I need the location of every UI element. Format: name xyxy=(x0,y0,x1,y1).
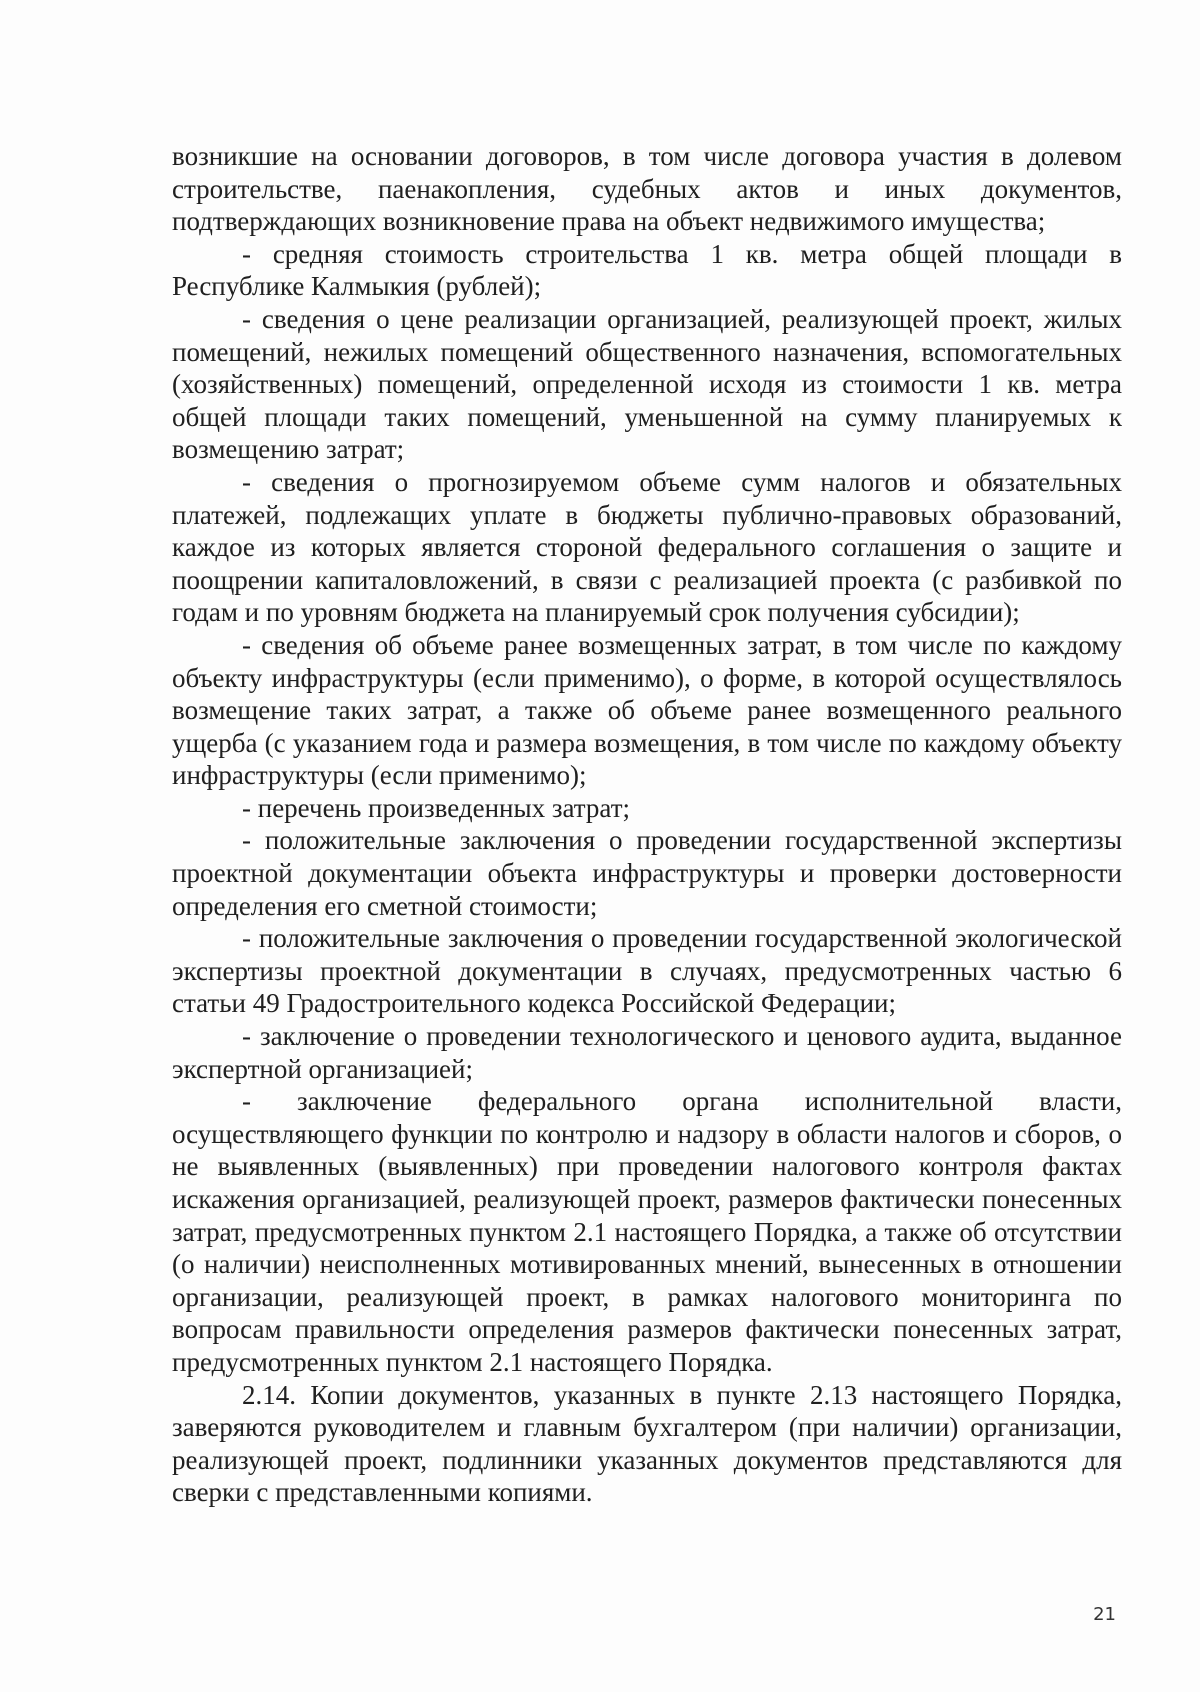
paragraph-ecological-expertise: - положительные заключения о проведении государственной экологической экспертизы проектной документации в случаях, предусмотренных частью 6 статьи 49 Градостроительного кодекса Российской Федерации; xyxy=(172,923,1122,1019)
paragraph-reimbursed-costs: - сведения об объеме ранее возмещенных затрат, в том числе по каждому объекту инфраструктуры (если применимо), о форме, в которой осуществлялось возмещение таких затрат, а также об объеме ранее возмещенного реального ущерба (с указанием года и размера возмещения, в том числе по каждому объекту инфраструктуры (если применимо); xyxy=(172,629,1122,791)
paragraph-continuation: возникшие на основании договоров, в том числе договора участия в долевом строительстве, паенакопления, судебных актов и иных документов, подтверждающих возникновение права на объект недвижимого имущества; xyxy=(172,141,1122,237)
page-number: 21 xyxy=(1093,1604,1116,1625)
paragraph-sale-price: - сведения о цене реализации организацией, реализующей проект, жилых помещений, нежилых помещений общественного назначения, вспомогательных (хозяйственных) помещений, определенной исходя из стоимости 1 кв. метра общей площади таких помещений, уменьшенной на сумму планируемых к возмещению затрат; xyxy=(172,303,1122,465)
document-body xyxy=(172,140,1122,1509)
paragraph-technology-audit: - заключение о проведении технологического и ценового аудита, выданное экспертной организацией; xyxy=(172,1021,1122,1084)
paragraph-tax-authority-conclusion: - заключение федерального органа исполнительной власти, осуществляющего функции по контролю и надзору в области налогов и сборов, о не выявленных (выявленных) при проведении налогового контроля фактах искажения организацией, реализующей проект, размеров фактически понесенных затрат, предусмотренных пунктом 2.1 настоящего Порядка, а также об отсутствии (о наличии) неисполненных мотивированных мнений, вынесенных в отношении организации, реализующей проект, в рамках налогового мониторинга по вопросам правильности определения размеров фактически понесенных затрат, предусмотренных пунктом 2.1 настоящего Порядка. xyxy=(172,1086,1122,1377)
paragraph-state-expertise: - положительные заключения о проведении государственной экспертизы проектной документации объекта инфраструктуры и проверки достоверности определения его сметной стоимости; xyxy=(172,825,1122,921)
paragraph-average-cost: - средняя стоимость строительства 1 кв. метра общей площади в Республике Калмыкия (рублей); xyxy=(172,238,1122,302)
paragraph-tax-forecast: - сведения о прогнозируемом объеме сумм налогов и обязательных платежей, подлежащих уплате в бюджеты публично-правовых образований, каждое из которых является стороной федерального соглашения о защите и поощрении капиталовложений, в связи с реализацией проекта (с разбивкой по годам и по уровням бюджета на планируемый срок получения субсидии); xyxy=(172,466,1122,628)
paragraph-section-2-14: 2.14. Копии документов, указанных в пункте 2.13 настоящего Порядка, заверяются руководителем и главным бухгалтером (при наличии) организации, реализующей проект, подлинники указанных документов представляются для сверки с представленными копиями. xyxy=(172,1379,1122,1508)
paragraph-cost-list: - перечень произведенных затрат; xyxy=(242,792,631,823)
